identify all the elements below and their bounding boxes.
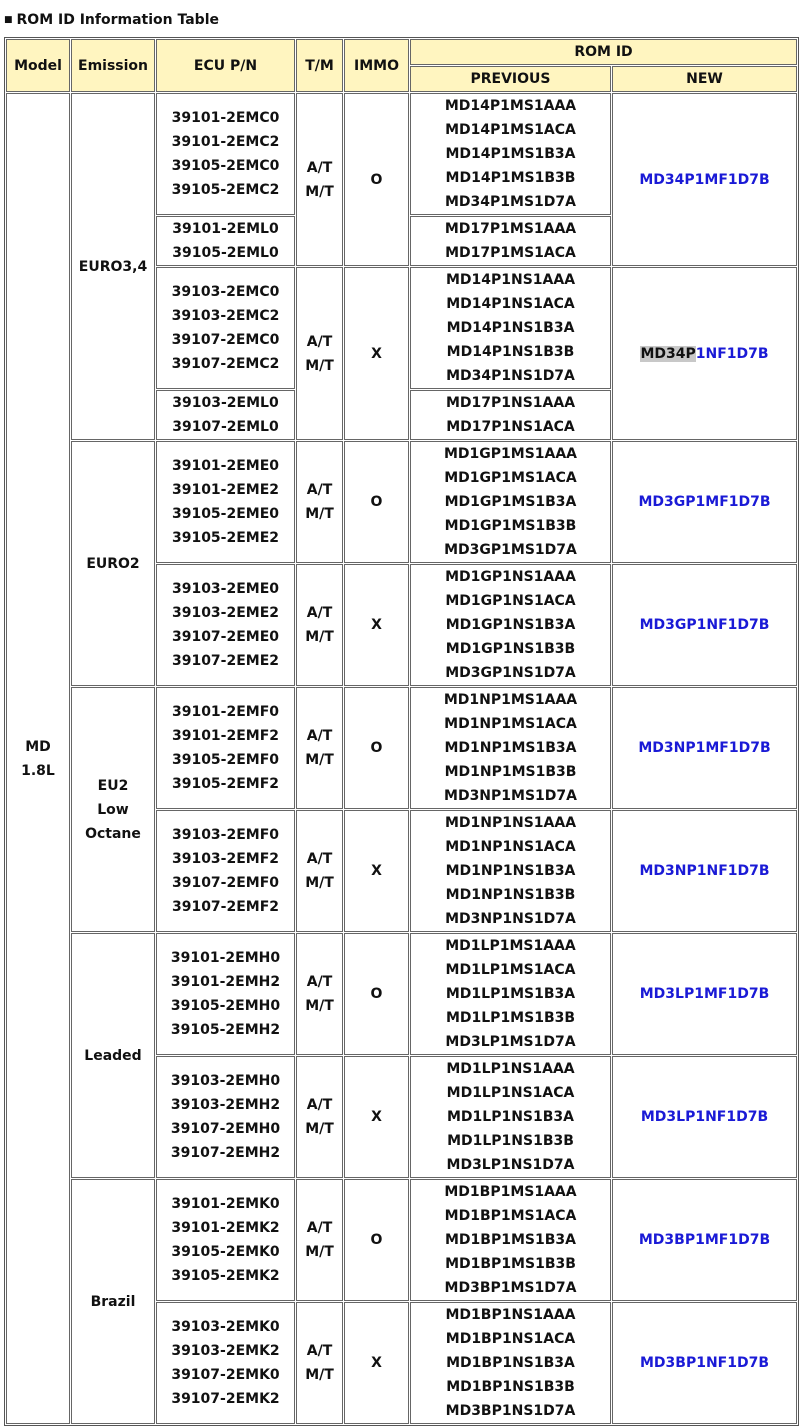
ecu-pn-cell-line: 39105-2EML0: [172, 245, 279, 261]
tm-cell-line: M/T: [305, 506, 334, 522]
ecu-pn-cell-line: 39103-2EMK2: [171, 1343, 280, 1359]
emission-cell: [71, 441, 155, 686]
previous-rom-cell-line: MD1LP1MS1B3A: [445, 986, 576, 1002]
previous-rom-cell-line: MD14P1NS1AAA: [445, 272, 576, 288]
new-rom-rest: 1NF1D7B: [695, 345, 769, 362]
header-emission: Emission: [71, 39, 155, 92]
previous-rom-cell-line: MD14P1NS1B3B: [446, 344, 575, 360]
tm-cell-line: A/T: [306, 605, 333, 621]
previous-rom-cell-line: MD1LP1MS1B3B: [445, 1010, 576, 1026]
table-row: [6, 687, 797, 809]
ecu-pn-cell-line: 39105-2EMK2: [171, 1268, 280, 1284]
emission-cell-line: EURO2: [86, 555, 140, 572]
emission-cell: [71, 93, 155, 440]
previous-rom-cell-line: MD1NP1MS1ACA: [444, 716, 577, 732]
emission-cell-line: Leaded: [84, 1047, 142, 1064]
ecu-pn-cell-line: 39107-2EMK2: [171, 1391, 280, 1407]
ecu-pn-cell: [156, 93, 295, 215]
ecu-pn-cell-line: 39107-2EMH2: [170, 1145, 281, 1161]
header-new: NEW: [612, 66, 797, 92]
ecu-pn-cell-line: 39107-2EMF0: [171, 875, 280, 891]
previous-rom-cell-line: MD14P1MS1B3A: [445, 146, 576, 162]
ecu-pn-cell: [156, 441, 295, 563]
immo-cell: O: [344, 441, 409, 563]
previous-rom-cell-line: MD1NP1MS1B3B: [444, 764, 577, 780]
ecu-pn-cell-line: 39101-2EMH0: [170, 950, 281, 966]
previous-rom-cell-line: MD1BP1MS1AAA: [444, 1184, 577, 1200]
immo-cell: O: [344, 687, 409, 809]
header-ecu-pn: ECU P/N: [156, 39, 295, 92]
previous-rom-cell-line: MD17P1NS1ACA: [446, 419, 575, 435]
previous-rom-cell-line: MD1BP1NS1ACA: [445, 1331, 576, 1347]
header-tm: T/M: [296, 39, 343, 92]
tm-cell-line: A/T: [306, 728, 333, 744]
rom-id-table: [4, 37, 799, 1426]
previous-rom-cell-line: MD1LP1NS1B3B: [447, 1133, 574, 1149]
tm-cell-line: M/T: [305, 1367, 334, 1383]
previous-rom-cell: [410, 1179, 611, 1301]
immo-cell: X: [344, 1302, 409, 1424]
ecu-pn-cell-line: 39101-2EME2: [171, 482, 280, 498]
header-model: Model: [6, 39, 70, 92]
tm-cell: [296, 267, 343, 440]
previous-rom-cell-line: MD1BP1NS1AAA: [445, 1307, 576, 1323]
previous-rom-cell: [410, 687, 611, 809]
previous-rom-cell-line: MD1GP1MS1ACA: [444, 470, 577, 486]
ecu-pn-cell-line: 39107-2EMK0: [171, 1367, 280, 1383]
header-previous: PREVIOUS: [410, 66, 611, 92]
previous-rom-cell: [410, 267, 611, 389]
ecu-pn-cell: [156, 687, 295, 809]
previous-rom-cell-line: MD1BP1MS1B3B: [445, 1256, 576, 1272]
tm-cell: [296, 93, 343, 266]
tm-cell-line: A/T: [306, 159, 333, 176]
ecu-pn-cell-line: 39107-2EMC0: [171, 332, 280, 348]
previous-rom-cell-line: MD1BP1NS1B3A: [446, 1355, 575, 1371]
table-title-text: ROM ID Information Table: [16, 12, 219, 28]
ecu-pn-cell-line: 39105-2EMC2: [171, 182, 280, 198]
previous-rom-cell-line: MD1GP1MS1B3B: [444, 518, 577, 534]
emission-cell-line: EURO3,4: [78, 258, 148, 275]
new-rom-cell: MD3GP1NF1D7B: [612, 564, 797, 686]
previous-rom-cell-line: MD14P1NS1B3A: [446, 320, 575, 336]
square-bullet-icon: ■: [4, 15, 13, 25]
tm-cell-line: A/T: [306, 1220, 333, 1236]
emission-cell: [71, 1179, 155, 1424]
emission-cell-line: EU2: [97, 777, 129, 794]
previous-rom-cell-line: MD3BP1MS1D7A: [444, 1280, 577, 1296]
tm-cell-line: A/T: [306, 1097, 333, 1113]
previous-rom-cell-line: MD34P1MS1D7A: [445, 194, 576, 210]
tm-cell-line: M/T: [305, 752, 334, 768]
previous-rom-cell: [410, 933, 611, 1055]
tm-cell-line: A/T: [306, 482, 333, 498]
ecu-pn-cell-line: 39103-2EMH0: [170, 1073, 281, 1089]
tm-cell-line: M/T: [305, 998, 334, 1014]
emission-cell-line: Low: [97, 801, 129, 818]
previous-rom-cell-line: MD14P1MS1B3B: [445, 170, 576, 186]
previous-rom-cell: [410, 1056, 611, 1178]
previous-rom-cell-line: MD1NP1MS1B3A: [444, 740, 577, 756]
ecu-pn-cell-line: 39105-2EMK0: [171, 1244, 280, 1260]
previous-rom-cell: [410, 564, 611, 686]
previous-rom-cell-line: MD1GP1MS1AAA: [443, 446, 578, 462]
ecu-pn-cell-line: 39103-2EMF2: [171, 851, 280, 867]
ecu-pn-cell: [156, 1056, 295, 1178]
emission-cell: [71, 933, 155, 1178]
table-title: [4, 12, 219, 28]
ecu-pn-cell-line: 39103-2EME2: [171, 605, 280, 621]
new-rom-cell: MD3NP1MF1D7B: [612, 687, 797, 809]
tm-cell: [296, 1179, 343, 1301]
previous-rom-cell-line: MD34P1NS1D7A: [446, 368, 575, 384]
new-rom-cell: MD3LP1NF1D7B: [612, 1056, 797, 1178]
previous-rom-cell-line: MD1GP1NS1B3A: [445, 617, 576, 633]
immo-cell: O: [344, 93, 409, 266]
tm-cell: [296, 1302, 343, 1424]
immo-cell: X: [344, 810, 409, 932]
tm-cell-line: A/T: [306, 851, 333, 867]
previous-rom-cell: [410, 810, 611, 932]
previous-rom-cell-line: MD1GP1NS1AAA: [445, 569, 576, 585]
ecu-pn-cell-line: 39101-2EMF0: [171, 704, 280, 720]
tm-cell-line: M/T: [305, 357, 334, 374]
ecu-pn-cell-line: 39107-2EML0: [172, 419, 279, 435]
ecu-pn-cell-line: 39105-2EMH0: [170, 998, 281, 1014]
header-immo: IMMO: [344, 39, 409, 92]
previous-rom-cell-line: MD3GP1MS1D7A: [444, 542, 577, 558]
previous-rom-cell-line: MD3LP1MS1D7A: [445, 1034, 576, 1050]
previous-rom-cell-line: MD1GP1MS1B3A: [444, 494, 577, 510]
table-row: [6, 93, 797, 215]
previous-rom-cell: [410, 1302, 611, 1424]
table-body: [6, 93, 797, 1424]
tm-cell-line: M/T: [305, 875, 334, 891]
previous-rom-cell-line: MD1NP1NS1ACA: [445, 839, 576, 855]
immo-cell: X: [344, 1056, 409, 1178]
ecu-pn-cell: [156, 1302, 295, 1424]
tm-cell-line: A/T: [306, 974, 333, 990]
previous-rom-cell-line: MD1NP1NS1B3B: [445, 887, 576, 903]
new-rom-highlight: MD34P: [640, 345, 696, 362]
new-rom-cell: [612, 267, 797, 440]
tm-cell: [296, 441, 343, 563]
tm-cell-line: M/T: [305, 629, 334, 645]
ecu-pn-cell-line: 39101-2EMC2: [171, 134, 280, 150]
table-row: [6, 441, 797, 563]
ecu-pn-cell: [156, 216, 295, 266]
ecu-pn-cell-line: 39103-2EMC0: [171, 284, 280, 300]
previous-rom-cell-line: MD1BP1NS1B3B: [446, 1379, 575, 1395]
model-cell-line: 1.8L: [21, 762, 55, 779]
new-rom-cell: MD3GP1MF1D7B: [612, 441, 797, 563]
ecu-pn-cell-line: 39101-2EMC0: [171, 110, 280, 126]
previous-rom-cell-line: MD1LP1NS1AAA: [446, 1061, 575, 1077]
previous-rom-cell-line: MD17P1NS1AAA: [445, 395, 576, 411]
ecu-pn-cell-line: 39105-2EME0: [171, 506, 280, 522]
emission-cell-line: Octane: [85, 825, 141, 842]
ecu-pn-cell-line: 39105-2EMF2: [171, 776, 280, 792]
previous-rom-cell-line: MD17P1MS1AAA: [444, 221, 577, 237]
immo-cell: X: [344, 267, 409, 440]
model-cell-line: MD: [25, 738, 51, 755]
tm-cell: [296, 687, 343, 809]
tm-cell: [296, 810, 343, 932]
tm-cell-line: A/T: [306, 1343, 333, 1359]
previous-rom-cell-line: MD3LP1NS1D7A: [446, 1157, 575, 1173]
previous-rom-cell-line: MD3NP1NS1D7A: [445, 911, 576, 927]
ecu-pn-cell-line: 39103-2EMK0: [171, 1319, 280, 1335]
previous-rom-cell: [410, 93, 611, 215]
ecu-pn-cell-line: 39103-2EMH2: [170, 1097, 281, 1113]
ecu-pn-cell-line: 39101-2EML0: [172, 221, 279, 237]
previous-rom-cell-line: MD17P1MS1ACA: [445, 245, 576, 261]
table-row: [6, 1179, 797, 1301]
tm-cell: [296, 1056, 343, 1178]
ecu-pn-cell-line: 39103-2EMC2: [171, 308, 280, 324]
previous-rom-cell-line: MD1GP1NS1B3B: [445, 641, 576, 657]
tm-cell: [296, 933, 343, 1055]
model-cell: [6, 93, 70, 1424]
new-rom-cell: MD3NP1NF1D7B: [612, 810, 797, 932]
tm-cell-line: M/T: [305, 183, 334, 200]
ecu-pn-cell: [156, 933, 295, 1055]
previous-rom-cell-line: MD14P1NS1ACA: [446, 296, 575, 312]
new-rom-cell: MD3LP1MF1D7B: [612, 933, 797, 1055]
previous-rom-cell: [410, 390, 611, 440]
previous-rom-cell-line: MD1LP1MS1AAA: [445, 938, 576, 954]
previous-rom-cell-line: MD3NP1MS1D7A: [444, 788, 577, 804]
ecu-pn-cell-line: 39107-2EME0: [171, 629, 280, 645]
emission-cell: [71, 687, 155, 932]
previous-rom-cell-line: MD1GP1NS1ACA: [445, 593, 576, 609]
immo-cell: X: [344, 564, 409, 686]
previous-rom-cell-line: MD1NP1NS1B3A: [445, 863, 576, 879]
previous-rom-cell-line: MD1LP1NS1B3A: [446, 1109, 574, 1125]
ecu-pn-cell-line: 39105-2EMF0: [171, 752, 280, 768]
new-rom-cell: MD3BP1MF1D7B: [612, 1179, 797, 1301]
ecu-pn-cell-line: 39101-2EMF2: [171, 728, 280, 744]
previous-rom-cell-line: MD1BP1MS1ACA: [444, 1208, 577, 1224]
ecu-pn-cell-line: 39105-2EMC0: [171, 158, 280, 174]
ecu-pn-cell-line: 39101-2EME0: [171, 458, 280, 474]
new-rom-cell: MD34P1MF1D7B: [612, 93, 797, 266]
tm-cell: [296, 564, 343, 686]
ecu-pn-cell: [156, 564, 295, 686]
ecu-pn-cell-line: 39105-2EME2: [171, 530, 280, 546]
emission-cell-line: Brazil: [90, 1293, 136, 1310]
previous-rom-cell-line: MD1BP1MS1B3A: [445, 1232, 576, 1248]
table-row: [6, 933, 797, 1055]
previous-rom-cell-line: MD3GP1NS1D7A: [445, 665, 576, 681]
ecu-pn-cell: [156, 390, 295, 440]
tm-cell-line: M/T: [305, 1121, 334, 1137]
ecu-pn-cell-line: 39103-2EMF0: [171, 827, 280, 843]
ecu-pn-cell: [156, 810, 295, 932]
ecu-pn-cell-line: 39107-2EMF2: [171, 899, 280, 915]
immo-cell: O: [344, 1179, 409, 1301]
tm-cell-line: A/T: [306, 333, 333, 350]
ecu-pn-cell-line: 39105-2EMH2: [170, 1022, 281, 1038]
ecu-pn-cell-line: 39107-2EMC2: [171, 356, 280, 372]
ecu-pn-cell: [156, 1179, 295, 1301]
header-rom-id: ROM ID: [410, 39, 797, 65]
ecu-pn-cell-line: 39101-2EMK0: [171, 1196, 280, 1212]
previous-rom-cell-line: MD3BP1NS1D7A: [445, 1403, 576, 1419]
previous-rom-cell-line: MD14P1MS1AAA: [444, 98, 577, 114]
ecu-pn-cell-line: 39107-2EMH0: [170, 1121, 281, 1137]
new-rom-cell: MD3BP1NF1D7B: [612, 1302, 797, 1424]
previous-rom-cell: [410, 216, 611, 266]
ecu-pn-cell: [156, 267, 295, 389]
previous-rom-cell-line: MD1LP1MS1ACA: [445, 962, 576, 978]
previous-rom-cell-line: MD14P1MS1ACA: [445, 122, 576, 138]
immo-cell: O: [344, 933, 409, 1055]
previous-rom-cell-line: MD1NP1NS1AAA: [444, 815, 577, 831]
previous-rom-cell-line: MD1NP1MS1AAA: [443, 692, 578, 708]
ecu-pn-cell-line: 39103-2EML0: [172, 395, 279, 411]
ecu-pn-cell-line: 39107-2EME2: [171, 653, 280, 669]
ecu-pn-cell-line: 39101-2EMK2: [171, 1220, 280, 1236]
tm-cell-line: M/T: [305, 1244, 334, 1260]
previous-rom-cell-line: MD1LP1NS1ACA: [446, 1085, 575, 1101]
previous-rom-cell: [410, 441, 611, 563]
ecu-pn-cell-line: 39103-2EME0: [171, 581, 280, 597]
ecu-pn-cell-line: 39101-2EMH2: [170, 974, 281, 990]
